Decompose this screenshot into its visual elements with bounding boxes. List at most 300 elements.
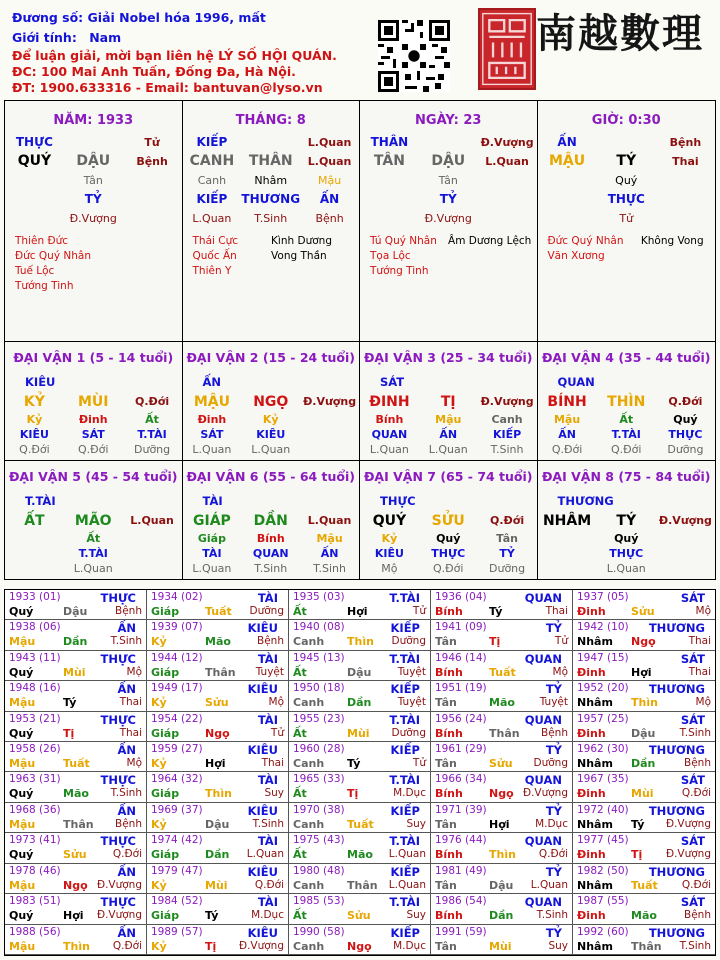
year-cell: [289, 864, 431, 894]
year-branch: Dần: [347, 696, 372, 710]
dai-van-value: Ất: [86, 531, 101, 545]
dai-van-row: [538, 442, 716, 457]
year-branch: Tị: [631, 848, 643, 862]
year-stem: Tân: [435, 939, 457, 953]
dai-van-value: L.Quan: [428, 443, 468, 456]
year-stem: Ất: [293, 605, 307, 618]
dai-van-value: Đinh: [197, 413, 227, 426]
year-branch: Dậu: [205, 817, 230, 831]
year-branch: Mùi: [205, 878, 228, 892]
year-cell: [289, 712, 431, 742]
special-stars: [5, 228, 182, 294]
dai-van-value: NGỌ: [253, 394, 289, 410]
year-cell: [147, 833, 289, 863]
year-branch: Sửu: [489, 757, 513, 771]
dai-van-value: KIÊU: [19, 428, 49, 441]
year-label: 1963 (31): [9, 773, 61, 786]
year-phase: Thai: [688, 635, 711, 648]
year-label: 1941 (09): [435, 621, 487, 634]
pillar-cell: [5, 190, 64, 209]
dai-van-row: [5, 427, 182, 442]
pillar-cell: [478, 190, 537, 209]
year-cell: [431, 925, 573, 955]
dai-van-title: ĐẠI VẬN 3 (25 - 34 tuổi): [363, 350, 533, 365]
year-phase: Tử: [412, 757, 426, 770]
dai-van-value: KIÊU: [256, 428, 286, 441]
pillar-cell: THỰC: [607, 192, 645, 206]
year-branch: Tị: [347, 787, 359, 801]
dai-van-value: Kỷ: [26, 413, 43, 426]
pillar-cell: [360, 190, 419, 209]
pillar-row: [538, 209, 716, 228]
special-star: Quốc Ấn: [192, 250, 237, 262]
year-star: QUAN: [524, 651, 562, 666]
year-branch: Thân: [631, 939, 662, 953]
year-phase: Tử: [270, 726, 284, 739]
pillar-row: [360, 209, 537, 228]
dai-van-value: [123, 546, 182, 561]
year-star: KIÊU: [247, 743, 278, 758]
year-branch: Tị: [63, 726, 75, 740]
special-star: Tú Quý Nhân: [370, 235, 437, 247]
year-stem: Giáp: [151, 726, 180, 740]
year-branch: Sửu: [347, 909, 371, 923]
dai-van-value: THÌN: [607, 394, 646, 410]
year-star: SÁT: [680, 773, 705, 788]
dai-van-row: [538, 511, 716, 531]
year-stem: Ất: [293, 848, 307, 862]
pillar-row: [360, 190, 537, 209]
year-stem: Bính: [435, 848, 463, 862]
special-star: Tướng Tinh: [370, 265, 429, 277]
dai-van-value: Q.Đới: [611, 443, 642, 456]
year-star: KIÊU: [247, 621, 278, 636]
dai-van-cell: [538, 342, 716, 461]
year-stem: Nhâm: [577, 696, 613, 710]
year-star: KIẾP: [390, 621, 420, 636]
year-star: KIÊU: [247, 803, 278, 818]
year-phase: Bệnh: [115, 605, 142, 617]
year-stem: Ất: [293, 909, 307, 923]
year-branch: Mùi: [489, 939, 512, 953]
dai-van-value: Q.Đới: [668, 395, 703, 408]
dai-van-value: [5, 531, 64, 546]
year-stem: Ất: [293, 665, 307, 679]
year-stem: Mậu: [9, 817, 36, 831]
year-phase: T.Sinh: [679, 939, 711, 952]
year-star: SÁT: [680, 834, 705, 849]
year-phase: Bệnh: [541, 726, 568, 739]
address-line: ĐC: 100 Mai Anh Tuấn, Đống Đa, Hà Nội.: [12, 64, 296, 79]
pillar-cell: [538, 171, 597, 190]
year-star: THỰC: [100, 895, 136, 910]
dai-van-value: Ất: [619, 413, 634, 426]
dai-van-value: QUAN: [371, 428, 408, 441]
year-label: 1952 (20): [577, 682, 629, 695]
year-branch: Sửu: [63, 848, 87, 862]
year-star: TÀI: [257, 591, 278, 605]
pillar-row: [5, 171, 182, 190]
pillar-cell: TỶ: [84, 192, 102, 206]
year-branch: Mùi: [631, 787, 654, 801]
year-stem: Nhâm: [577, 635, 613, 649]
pillar-cell: Tân: [438, 174, 458, 187]
year-phase: Mộ: [126, 757, 142, 770]
pillar-cell: Bệnh: [315, 212, 344, 225]
year-label: 1973 (41): [9, 834, 61, 847]
pillar-row: [5, 133, 182, 152]
special-star: [139, 234, 181, 249]
pillar-cell: [5, 171, 64, 190]
year-branch: Ngọ: [205, 726, 230, 740]
year-label: 1976 (44): [435, 834, 487, 847]
special-star: Đức Quý Nhân: [15, 250, 91, 262]
year-star: TÀI: [257, 651, 278, 666]
year-branch: Hợi: [347, 605, 368, 618]
year-branch: Thìn: [631, 696, 658, 710]
special-star: [139, 264, 181, 279]
pillar-cell: DẬU: [76, 153, 111, 169]
year-stem: Bính: [435, 726, 463, 740]
year-label: 1935 (03): [293, 591, 345, 603]
dai-van-value: T.TÀI: [611, 428, 641, 441]
year-stem: Giáp: [151, 848, 180, 862]
qr-code-icon[interactable]: [378, 20, 450, 92]
year-phase: Thai: [261, 757, 284, 770]
year-cell: [289, 833, 431, 863]
year-stem: Bính: [435, 665, 463, 679]
year-cell: [147, 925, 289, 955]
dai-van-row: [183, 427, 360, 442]
pillar-cell: Bệnh: [136, 155, 168, 168]
dai-van-title: ĐẠI VẬN 4 (35 - 44 tuổi): [541, 350, 711, 365]
year-branch: Tị: [205, 939, 217, 953]
year-cell: [147, 803, 289, 833]
year-stem: Nhâm: [577, 939, 613, 953]
year-branch: Dần: [63, 635, 88, 649]
year-cell: [5, 864, 147, 894]
year-label: 1951 (19): [435, 682, 487, 695]
year-cell: [431, 772, 573, 802]
year-cell: [5, 772, 147, 802]
year-label: 1974 (42): [151, 834, 203, 847]
year-branch: Tý: [347, 757, 361, 771]
four-pillars-table: [4, 100, 716, 342]
pillar-cell: Canh: [197, 174, 227, 187]
year-branch: Tuất: [63, 757, 90, 771]
year-cell: [5, 620, 147, 650]
year-branch: Sửu: [205, 696, 229, 710]
year-label: 1933 (01): [9, 591, 61, 603]
year-phase: Thai: [688, 665, 711, 678]
year-label: 1988 (56): [9, 925, 61, 938]
dai-van-title: ĐẠI VẬN 8 (75 - 84 tuổi): [541, 468, 711, 484]
pillar-cell: [656, 171, 715, 190]
year-branch: Hợi: [63, 909, 84, 923]
year-star: T.TÀI: [389, 834, 420, 849]
year-star: KIẾP: [390, 682, 420, 697]
year-phase: Q.Đới: [112, 939, 142, 952]
pillar-row: [360, 152, 537, 171]
year-branch: Dần: [631, 757, 656, 771]
year-phase: Thai: [119, 726, 142, 739]
dai-van-star: KIÊU: [25, 375, 56, 389]
year-cell: [147, 894, 289, 924]
year-star: TỶ: [545, 682, 562, 697]
pillar-cell: [123, 171, 182, 190]
year-branch: Tý: [631, 817, 645, 831]
year-star: KIÊU: [247, 925, 278, 940]
year-star: ẤN: [117, 682, 136, 697]
dai-van-value: Q.Đới: [19, 443, 50, 456]
dai-van-value: L.Quan: [73, 561, 113, 575]
year-phase: Q.Đới: [538, 848, 568, 861]
year-branch: Mão: [347, 848, 373, 862]
dai-van-value: [656, 531, 715, 546]
pillar-cell: [656, 209, 715, 228]
year-star: SÁT: [680, 895, 705, 910]
year-stem: Canh: [293, 635, 325, 649]
year-star: KIẾP: [390, 803, 420, 818]
year-phase: L.Quan: [530, 878, 568, 891]
year-star: ẤN: [117, 864, 136, 879]
special-stars: [360, 228, 537, 279]
pillar-cell: Mậu: [317, 174, 342, 187]
dai-van-value: [5, 546, 64, 561]
year-cell: [5, 742, 147, 772]
dai-van-value: Canh: [491, 413, 523, 426]
year-label: 1977 (45): [577, 834, 629, 847]
special-star: Văn Xương: [547, 250, 605, 262]
year-stem: Kỷ: [151, 635, 167, 649]
gender-line: [12, 30, 121, 45]
year-label: 1939 (07): [151, 621, 203, 634]
dai-van-value: NHÂM: [542, 512, 592, 529]
year-cell: [5, 803, 147, 833]
year-label: 1989 (57): [151, 925, 203, 938]
year-label: 1934 (02): [151, 591, 203, 603]
dai-van-value: Đ.Vượng: [658, 513, 712, 527]
year-label: 1972 (40): [577, 803, 629, 816]
year-stem: Kỷ: [151, 817, 167, 831]
year-branch: Tý: [489, 605, 503, 618]
year-phase: T.Sinh: [536, 909, 568, 922]
year-branch: Tuất: [631, 878, 658, 892]
dai-van-row: [538, 392, 716, 412]
year-stem: Mậu: [9, 757, 36, 771]
year-stem: Giáp: [151, 909, 180, 923]
year-label: 1984 (52): [151, 895, 203, 908]
dai-van-value: Kỷ: [262, 413, 279, 426]
year-label: 1981 (49): [435, 864, 487, 877]
pillar-column: [360, 101, 538, 341]
year-label: 1962 (30): [577, 743, 629, 756]
year-stem: Mậu: [9, 939, 36, 953]
dai-van-value: Q.Đới: [78, 443, 109, 456]
dai-van-star: QUAN: [557, 375, 595, 389]
dai-van-row: [538, 546, 716, 561]
year-star: TỶ: [545, 864, 562, 879]
dai-van-star: ẤN: [202, 375, 222, 389]
year-cell: [147, 651, 289, 681]
special-star: Thiên Y: [192, 265, 232, 277]
year-stem: Canh: [293, 817, 325, 831]
pillar-cell: [64, 133, 123, 152]
dai-van-value: L.Quan: [606, 561, 646, 575]
year-label: 1970 (38): [293, 803, 345, 816]
dai-van-value: Bính: [375, 413, 404, 426]
year-branch: Hợi: [631, 665, 652, 679]
year-stem: Mậu: [9, 696, 36, 710]
pillar-cell: [478, 209, 537, 228]
year-phase: Suy: [264, 787, 284, 800]
dai-van-cell: [538, 461, 716, 580]
dai-van-row: [5, 561, 182, 576]
year-star: TÀI: [257, 895, 278, 910]
dai-van-star: T.TÀI: [25, 493, 56, 508]
dai-van-value: T.Sinh: [254, 561, 288, 575]
year-cell: [573, 742, 715, 772]
year-star: KIÊU: [247, 864, 278, 879]
year-cell: [573, 864, 715, 894]
year-label: 1983 (51): [9, 895, 61, 908]
pillar-cell: KIẾP: [196, 135, 228, 149]
year-phase: Mộ: [126, 665, 142, 678]
year-star: THỰC: [100, 591, 136, 605]
year-label: 1979 (47): [151, 864, 203, 877]
dai-van-star: SÁT: [380, 375, 405, 389]
year-star: KIẾP: [390, 743, 420, 758]
year-branch: Tý: [205, 909, 219, 923]
gender-value: Nam: [89, 30, 122, 45]
special-star: Thái Cực: [192, 235, 239, 247]
year-star: THƯƠNG: [648, 682, 705, 697]
dai-van-value: Mộ: [381, 561, 398, 575]
dai-van-value: Kỷ: [381, 531, 398, 545]
dai-van-value: Mậu: [435, 413, 462, 426]
dai-van-value: KIÊU: [374, 546, 404, 560]
year-stem: Tân: [435, 878, 457, 892]
year-label: 1978 (46): [9, 864, 61, 877]
year-phase: Suy: [406, 909, 426, 922]
year-cell: [289, 651, 431, 681]
year-stem: Kỷ: [151, 939, 167, 953]
gender-label: Giới tính:: [12, 30, 77, 45]
year-star: T.TÀI: [389, 712, 420, 727]
dai-van-value: L.Quan: [130, 513, 174, 527]
dai-van-title: ĐẠI VẬN 7 (65 - 74 tuổi): [363, 468, 533, 484]
year-phase: Q.Đới: [112, 848, 142, 861]
pillar-cell: Đ.Vượng: [424, 212, 472, 225]
pillar-cell: Tử: [619, 212, 634, 225]
dai-van-value: Quý: [614, 531, 639, 545]
year-cell: [5, 833, 147, 863]
special-star: Thiên Đức: [15, 235, 69, 247]
dai-van-row: [538, 531, 716, 546]
year-star: THỰC: [100, 773, 136, 788]
year-label: 1957 (25): [577, 712, 629, 725]
dai-van-value: QUAN: [252, 546, 289, 560]
annual-luck-table: [4, 589, 716, 956]
year-label: 1982 (50): [577, 864, 629, 877]
year-phase: Đ.Vượng: [96, 909, 142, 922]
pillar-title: GIỜ: 0:30: [591, 113, 661, 128]
dai-van-value: MÙI: [77, 394, 109, 410]
year-star: ẤN: [117, 743, 136, 758]
dai-van-cell: [5, 342, 183, 461]
year-stem: Kỷ: [151, 696, 167, 710]
brand-logo: 南越數理: [536, 10, 704, 57]
year-star: KIẾP: [390, 864, 420, 879]
year-cell: [5, 651, 147, 681]
year-branch: Mùi: [347, 726, 370, 740]
year-branch: Mão: [63, 787, 89, 801]
year-label: 1940 (08): [293, 621, 345, 634]
pillar-cell: TÂN: [373, 153, 405, 169]
year-star: SÁT: [680, 651, 705, 666]
dai-van-row: [183, 546, 360, 561]
year-label: 1950 (18): [293, 682, 345, 695]
dai-van-value: KIẾP: [492, 428, 522, 441]
year-phase: Mộ: [695, 605, 711, 617]
dai-van-row: [360, 561, 537, 576]
year-stem: Canh: [293, 696, 325, 710]
year-phase: L.Quan: [388, 848, 426, 861]
dai-van-title: ĐẠI VẬN 5 (45 - 54 tuổi): [8, 468, 178, 484]
red-seal-icon: [478, 8, 536, 90]
year-cell: [147, 864, 289, 894]
year-label: 1958 (26): [9, 743, 61, 756]
pillar-cell: [5, 209, 64, 228]
year-cell: [573, 651, 715, 681]
year-phase: Mộ: [552, 665, 568, 678]
year-label: 1961 (29): [435, 743, 487, 756]
year-cell: [431, 651, 573, 681]
year-branch: Ngọ: [63, 878, 88, 892]
year-branch: Dậu: [489, 878, 514, 892]
pillar-cell: [419, 133, 478, 152]
pillar-cell: Tân: [83, 174, 103, 187]
year-stem: Bính: [435, 909, 463, 923]
year-stem: Tân: [435, 696, 457, 710]
year-cell: [147, 742, 289, 772]
dai-van-value: Dưỡng: [134, 443, 171, 456]
dai-van-value: DẦN: [253, 512, 288, 529]
dai-van-value: Q.Đới: [490, 513, 525, 527]
dai-van-cell: [360, 342, 538, 461]
year-cell: [289, 894, 431, 924]
year-cell: [147, 772, 289, 802]
year-phase: Bệnh: [115, 817, 142, 830]
pillar-title: NĂM: 1933: [53, 113, 134, 128]
year-star: TỶ: [545, 803, 562, 818]
year-cell: [5, 681, 147, 711]
year-cell: [573, 620, 715, 650]
year-branch: Dậu: [347, 665, 372, 679]
year-phase: Mộ: [268, 696, 284, 709]
pillar-cell: L.Quan: [307, 136, 352, 149]
dai-van-row: [183, 511, 360, 531]
dai-van-row: [5, 531, 182, 546]
year-branch: Dần: [489, 909, 514, 923]
dai-van-cell: [183, 342, 361, 461]
dai-van-value: [300, 442, 359, 457]
pillar-cell: [123, 190, 182, 209]
pillar-column: [538, 101, 716, 341]
year-branch: Tý: [63, 696, 77, 710]
pillar-cell: [656, 190, 715, 209]
year-branch: Dậu: [63, 605, 88, 618]
